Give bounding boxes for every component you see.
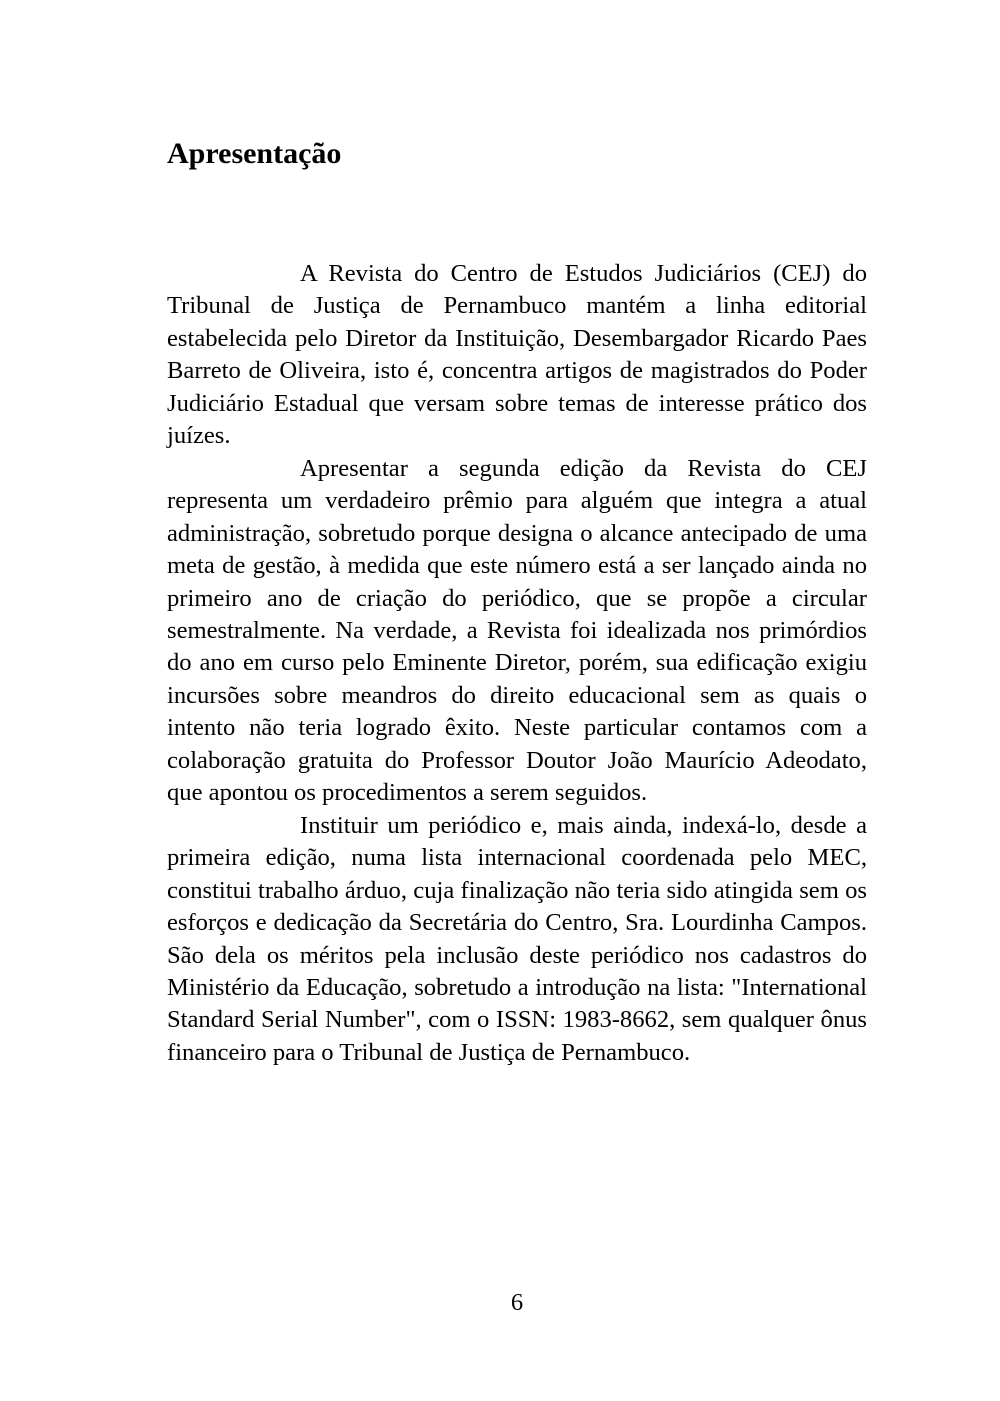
paragraph: Instituir um periódico e, mais ainda, indexá-lo, desde a primeira edição, numa lista internacional coordenada pelo MEC, constitui trabalho árduo, cuja finalização não teria sido atingida sem os esforços e dedicação da Secretária do Centro, Sra. Lourdinha Campos. São dela os méritos pela inclusão deste periódico nos cadastros do Ministério da Educação, sobretudo a introdução na lista: "International Standard Serial Number", com o ISSN: 1983-8662, sem qualquer ônus financeiro para o Tribunal de Justiça de Pernambuco. (167, 811, 867, 1066)
page-number: 6 (510, 1289, 524, 1316)
paragraph: Apresentar a segunda edição da Revista do CEJ representa um verdadeiro prêmio para alguém que integra a atual administração, sobretudo porque designa o alcance antecipado de uma meta de gestão, à medida que este número está a ser lançado ainda no primeiro ano de criação do periódico, que se propõe a circular semestralmente. Na verdade, a Revista foi idealizada nos primórdios do ano em curso pelo Eminente Diretor, porém, sua edificação exigiu incursões sobre meandros do direito educacional sem as quais o intento não teria logrado êxito. Neste particular contamos com a colaboração gratuita do Professor Doutor João Maurício Adeodato, que apontou os procedimentos a serem seguidos. (167, 454, 867, 807)
page-title: Apresentação (167, 137, 342, 170)
body-text (167, 258, 867, 1069)
paragraph: A Revista do Centro de Estudos Judiciários (CEJ) do Tribunal de Justiça de Pernambuco mantém a linha editorial estabelecida pelo Diretor da Instituição, Desembargador Ricardo Paes Barreto de Oliveira, isto é, concentra artigos de magistrados do Poder Judiciário Estadual que versam sobre temas de interesse prático dos juízes. (167, 260, 867, 450)
